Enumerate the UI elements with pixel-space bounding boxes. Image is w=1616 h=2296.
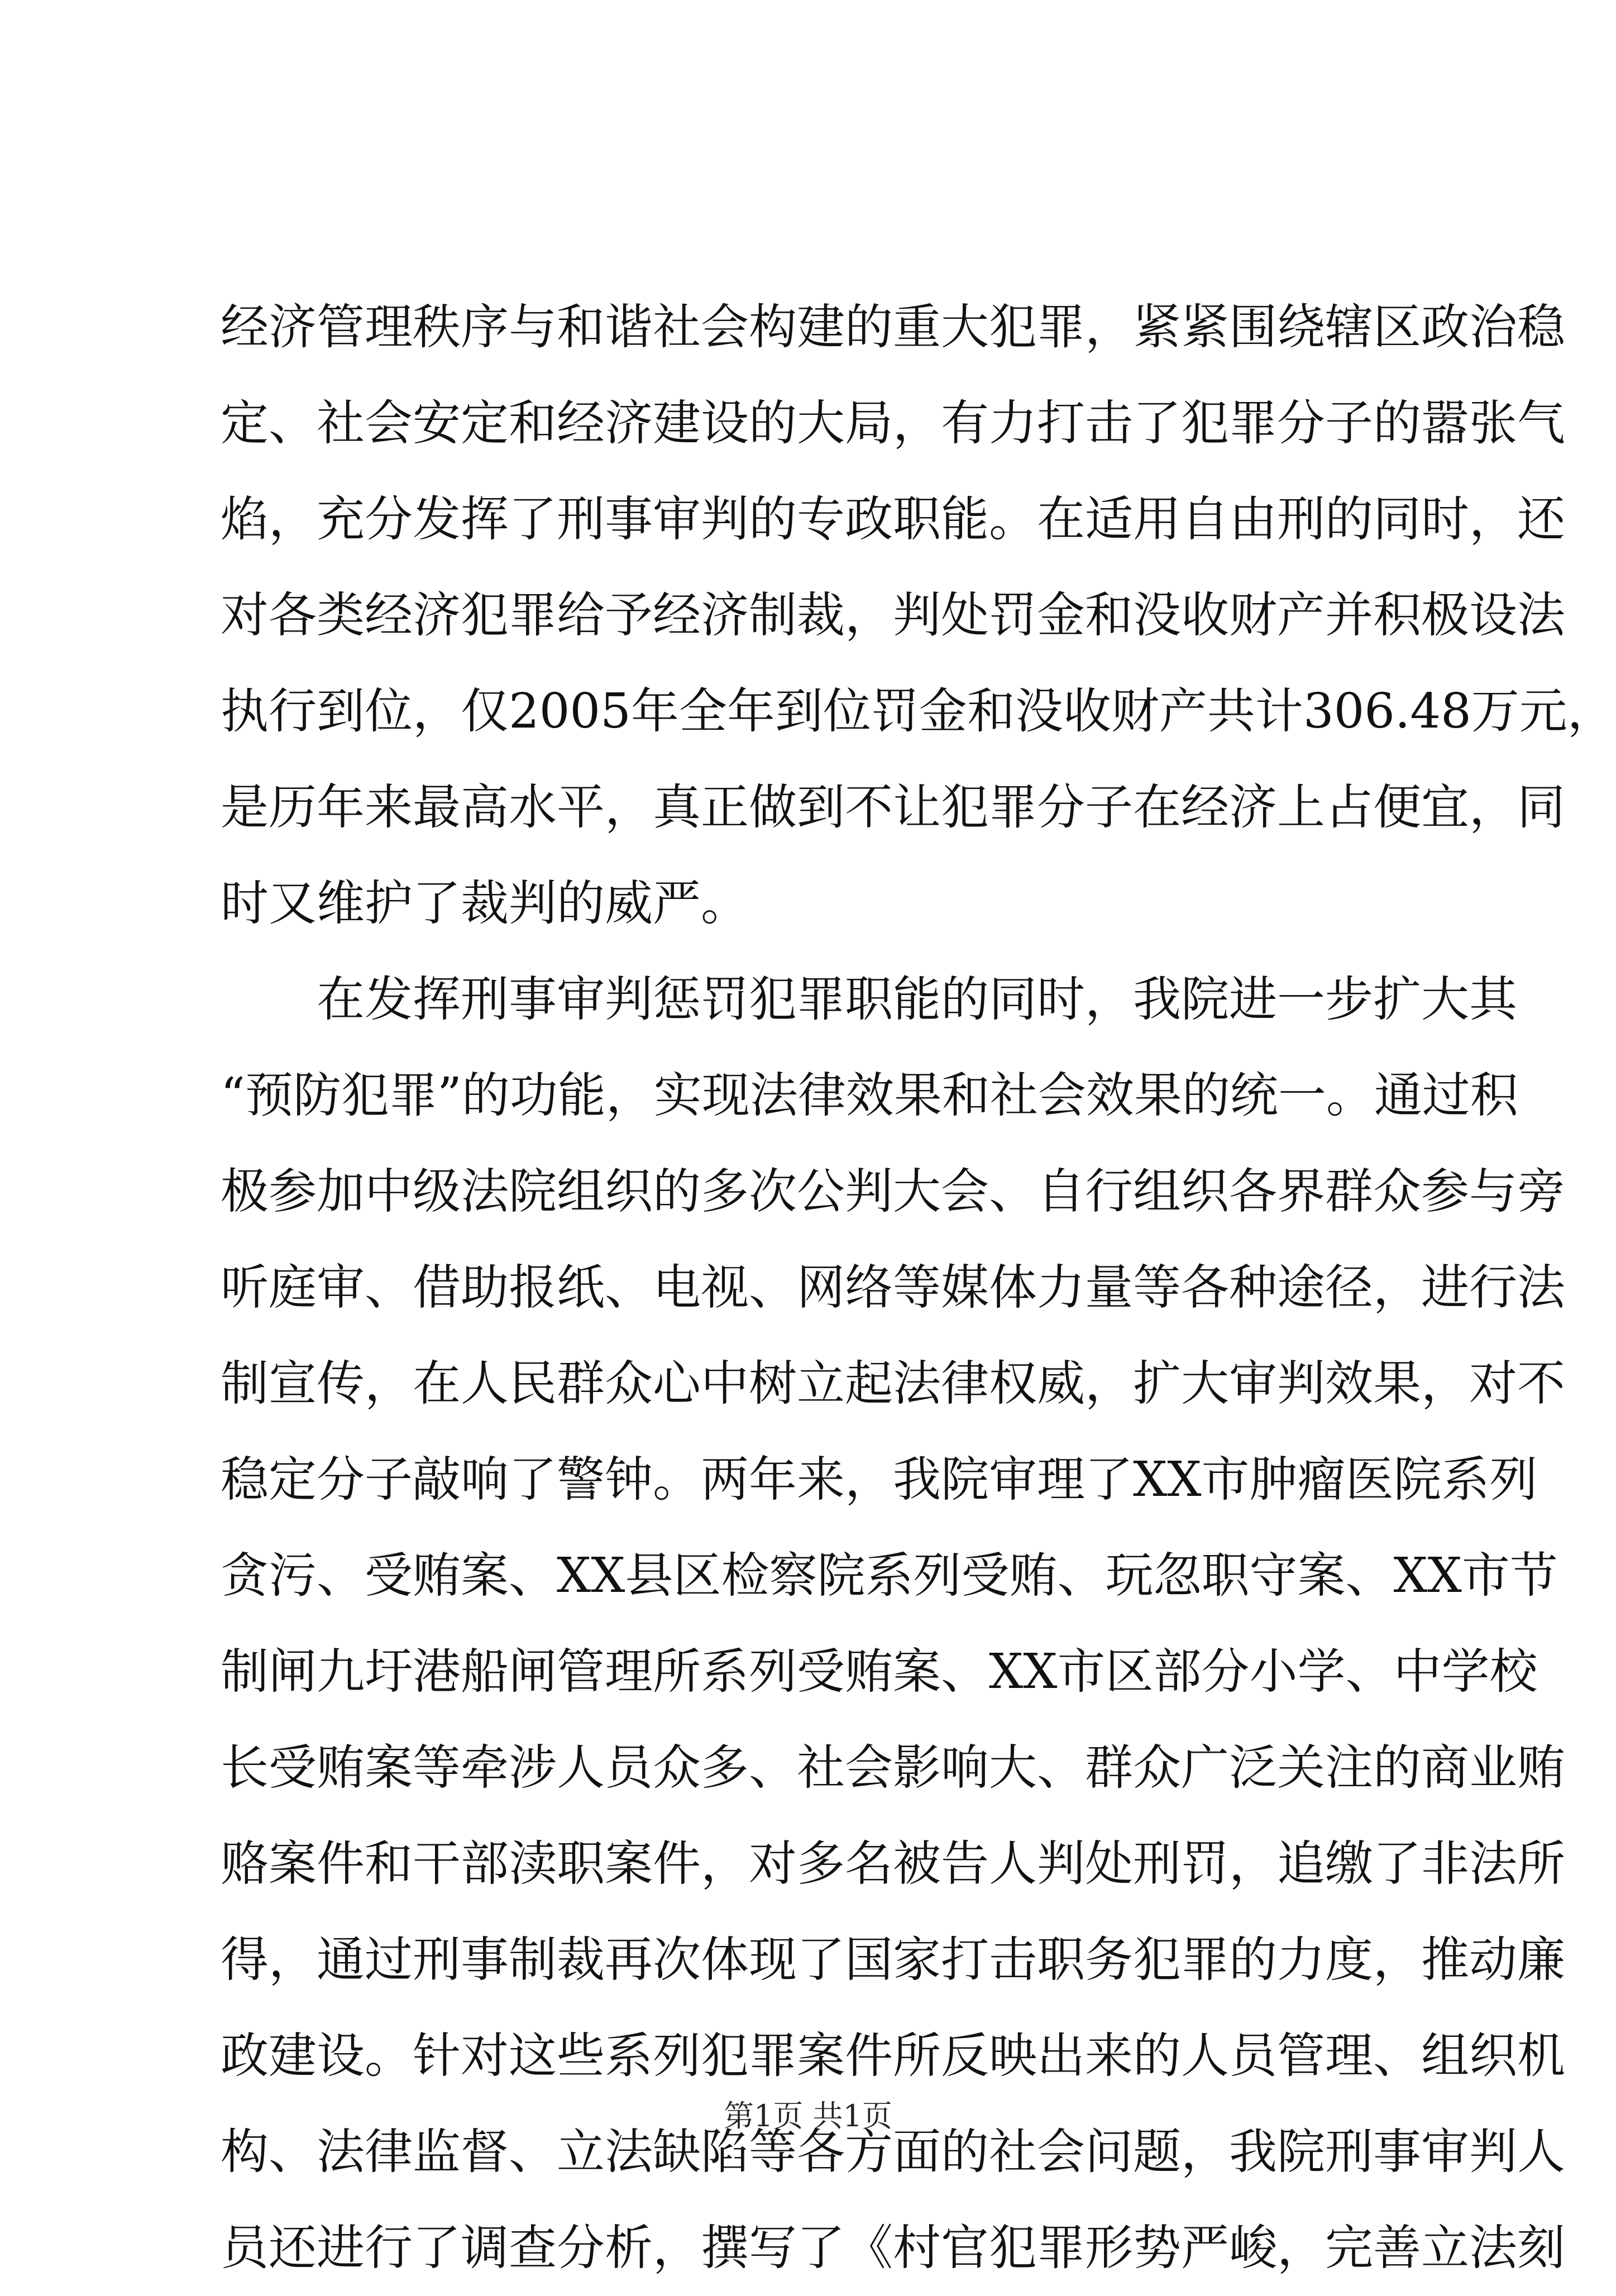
text-line: 经济管理秩序与和谐社会构建的重大犯罪，紧紧围绕辖区政治稳 xyxy=(221,299,1565,355)
text-line-paragraph-start: 在发挥刑事审判惩罚犯罪职能的同时，我院进一步扩大其 xyxy=(317,972,1517,1027)
text-line: 政建设。针对这些系列犯罪案件所反映出来的人员管理、组织机 xyxy=(221,2028,1565,2084)
text-line: 员还进行了调查分析，撰写了《村官犯罪形势严峻，完善立法刻 xyxy=(221,2220,1565,2276)
text-line: 得，通过刑事制裁再次体现了国家打击职务犯罪的力度，推动廉 xyxy=(221,1932,1565,1988)
text-line: 贪污、受贿案、XX县区检察院系列受贿、玩忽职守案、XX市节 xyxy=(221,1548,1558,1604)
text-line: 构、法律监督、立法缺陷等各方面的社会问题，我院刑事审判人 xyxy=(221,2124,1565,2180)
text-line: 极参加中级法院组织的多次公判大会、自行组织各界群众参与旁 xyxy=(221,1164,1565,1219)
text-line: 听庭审、借助报纸、电视、网络等媒体力量等各种途径，进行法 xyxy=(221,1260,1565,1316)
text-line: 长受贿案等牵涉人员众多、社会影响大、群众广泛关注的商业贿 xyxy=(221,1740,1565,1796)
text-line: 是历年来最高水平，真正做到不让犯罪分子在经济上占便宜，同 xyxy=(221,779,1565,835)
text-line: 稳定分子敲响了警钟。两年来，我院审理了XX市肿瘤医院系列 xyxy=(221,1452,1538,1508)
text-line-paragraph-end: 时又维护了裁判的威严。 xyxy=(221,876,749,931)
text-line: 执行到位，仅2005年全年到位罚金和没收财产共计306.48万元， xyxy=(221,683,1615,739)
text-line: 对各类经济犯罪给予经济制裁，判处罚金和没收财产并积极设法 xyxy=(221,587,1565,643)
text-line: “预防犯罪”的功能，实现法律效果和社会效果的统一。通过积 xyxy=(221,1068,1518,1123)
text-line: 定、社会安定和经济建设的大局，有力打击了犯罪分子的嚣张气 xyxy=(221,395,1565,451)
text-line: 制宣传，在人民群众心中树立起法律权威，扩大审判效果，对不 xyxy=(221,1356,1565,1412)
text-line: 焰，充分发挥了刑事审判的专政职能。在适用自由刑的同时，还 xyxy=(221,491,1565,547)
text-line: 赂案件和干部渎职案件，对多名被告人判处刑罚，追缴了非法所 xyxy=(221,1836,1565,1892)
text-line: 制闸九圩港船闸管理所系列受贿案、XX市区部分小学、中学校 xyxy=(221,1644,1538,1700)
page-number-footer: 第1页 共1页 xyxy=(724,2098,892,2134)
document-body xyxy=(221,279,1615,2296)
